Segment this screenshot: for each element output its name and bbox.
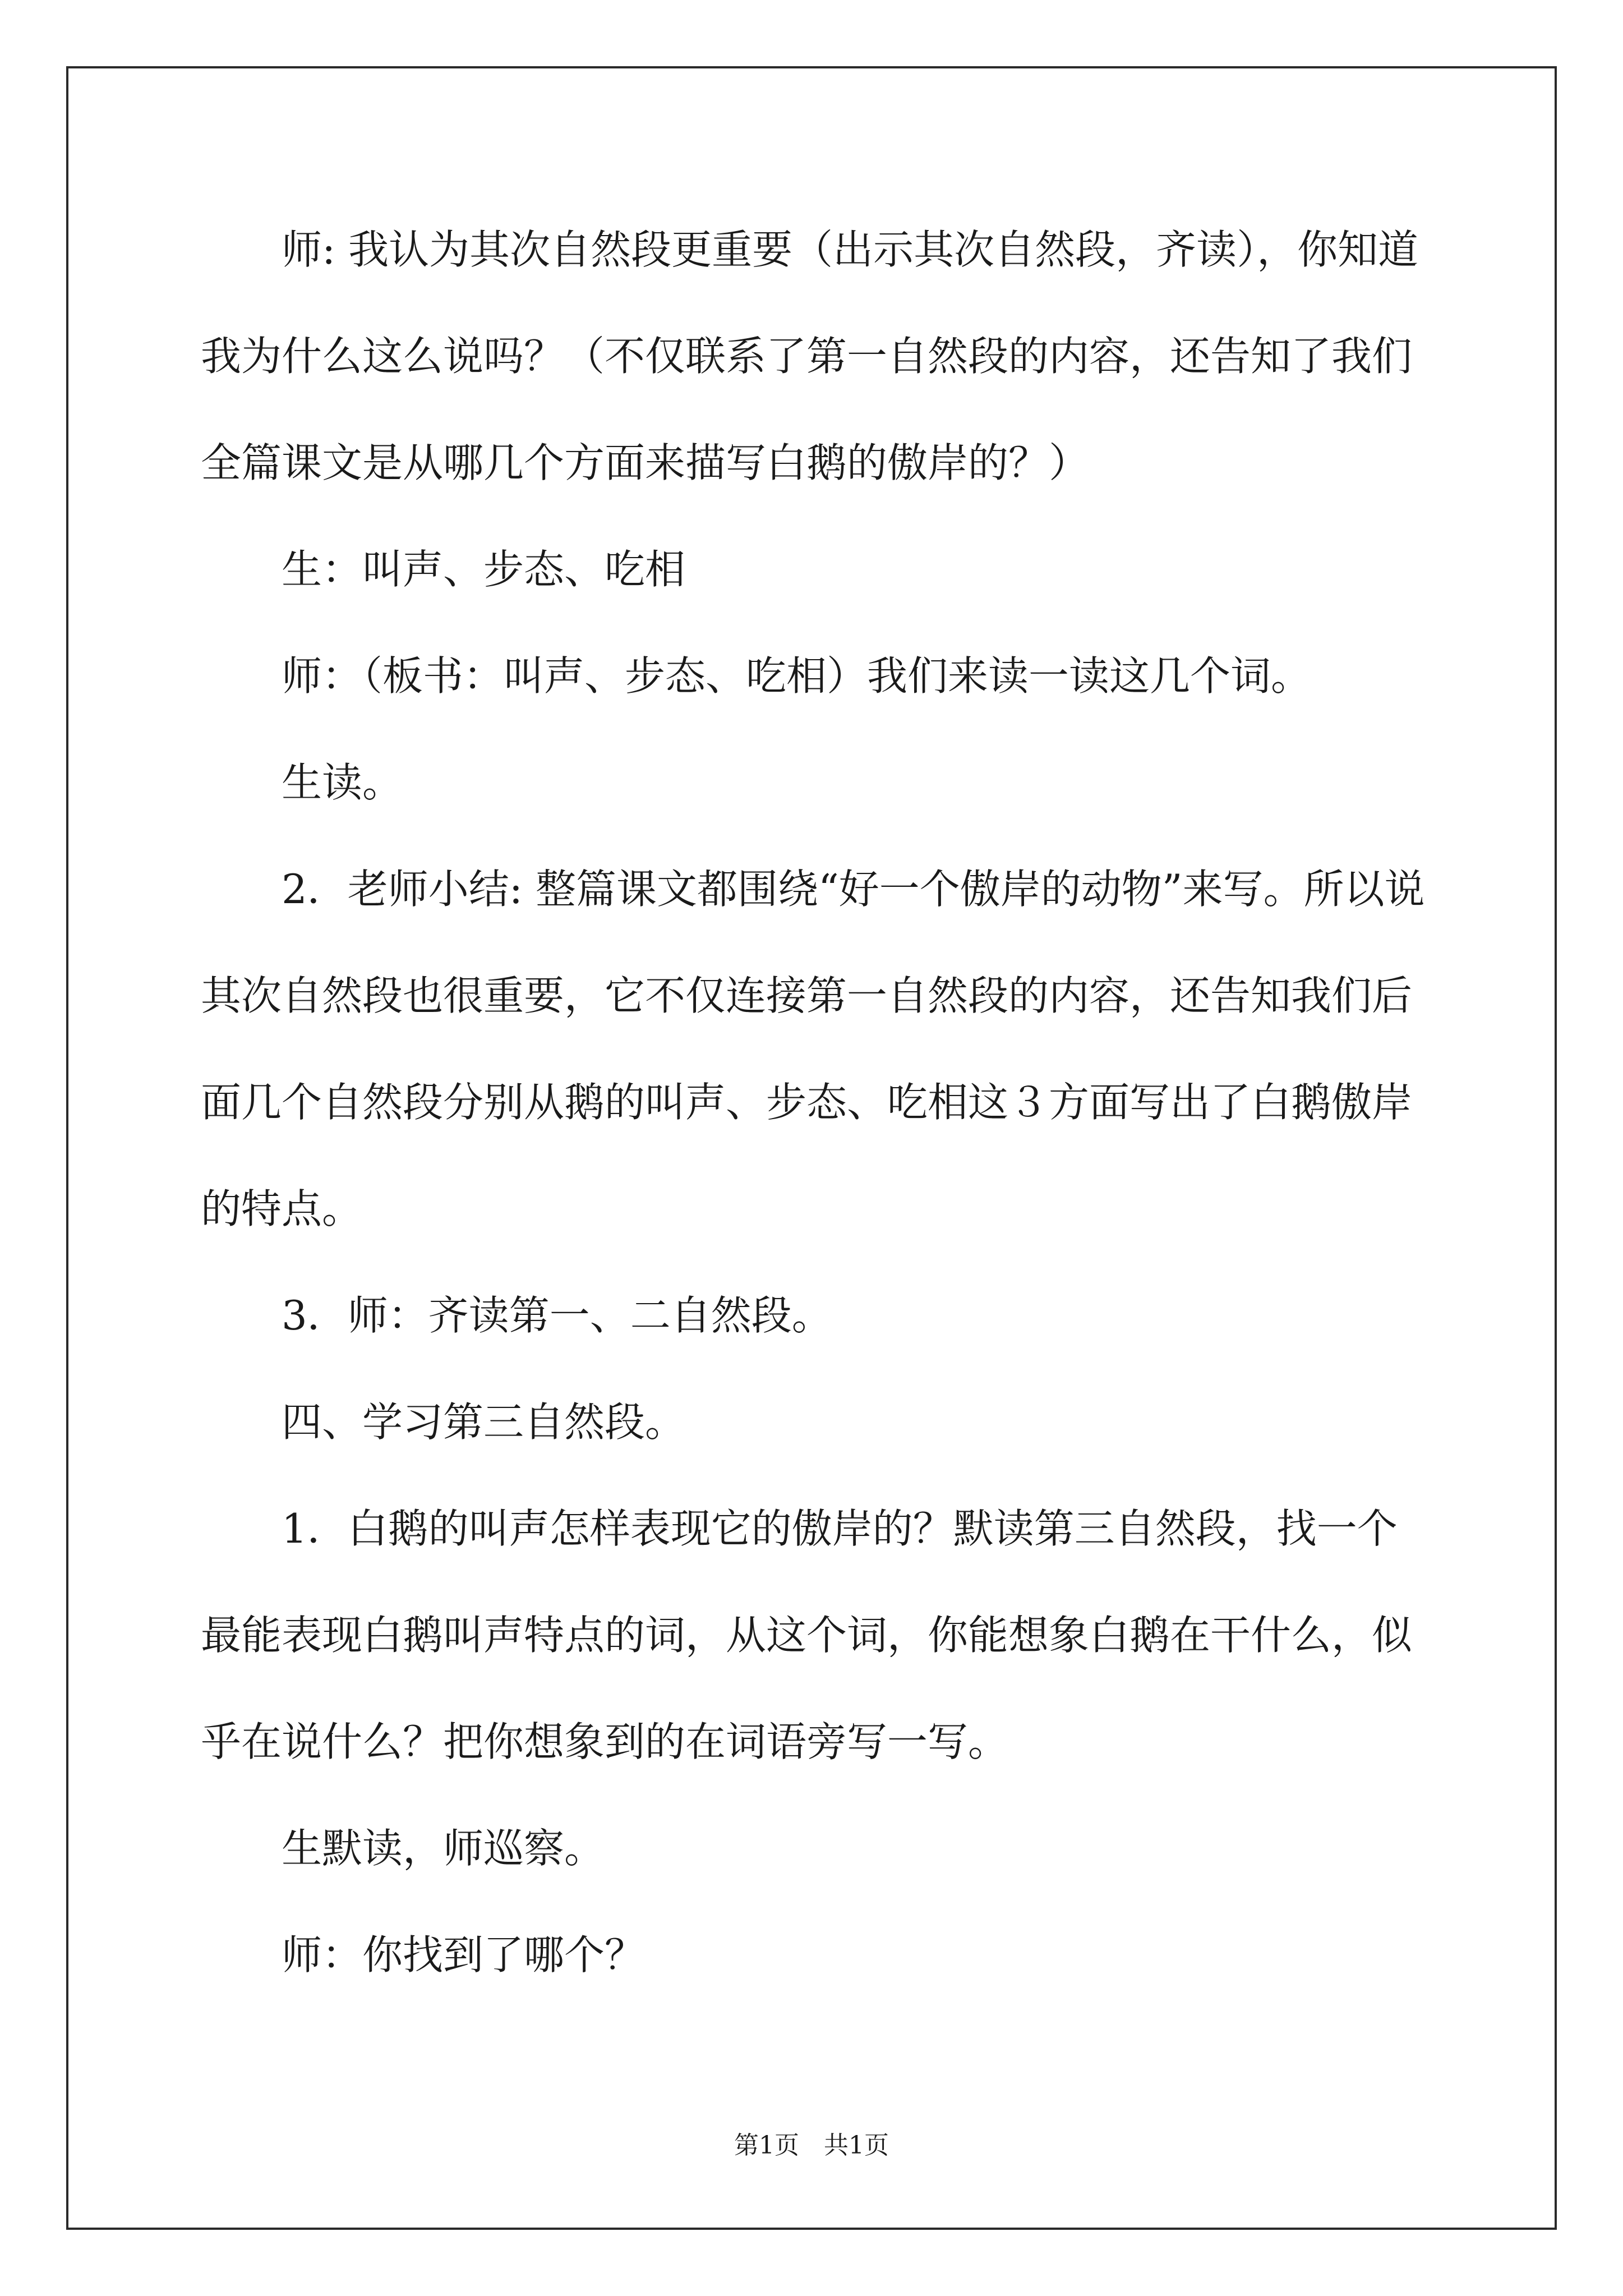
paragraph-3: 师：（板书：叫声、步态、吃相）我们来读一读这几个词。 (282, 652, 1312, 700)
paragraph-9: 生默读，师巡察。 (282, 1825, 605, 1872)
paragraph-5: 2．老师小结: 整篇课文都围绕“好一个傲岸的动物”来写。所以说其次自然段也很重要，它不仅连接第一自然段的内容，还告知我们后面几个自然段分别从鹅的叫声、步态、吃相这３方面写出了白鹅傲岸的特点。 (201, 866, 1425, 1232)
paragraph-2: 生：叫声、步态、吃相 (282, 546, 686, 593)
paragraph-1: 师: 我认为其次自然段更重要（出示其次自然段，齐读），你知道我为什么这么说吗？（不仅联系了第一自然段的内容，还告知了我们全篇课文是从哪几个方面来描写白鹅的傲岸的？） (201, 226, 1419, 486)
document-body (201, 196, 1435, 2008)
paragraph-7: 四、学习第三自然段。 (282, 1398, 686, 1446)
paragraph-8: 1．白鹅的叫声怎样表现它的傲岸的？默读第三自然段，找一个最能表现白鹅叫声特点的词，从这个词，你能想象白鹅在干什么，似乎在说什么？把你想象到的在词语旁写一写。 (201, 1505, 1413, 1765)
paragraph-4: 生读。 (282, 759, 403, 806)
paragraph-6: 3．师：齐读第一、二自然段。 (282, 1292, 832, 1339)
page-footer: 第1页 共1页 (734, 2131, 889, 2160)
paragraph-10: 师：你找到了哪个？ (282, 1931, 645, 1978)
